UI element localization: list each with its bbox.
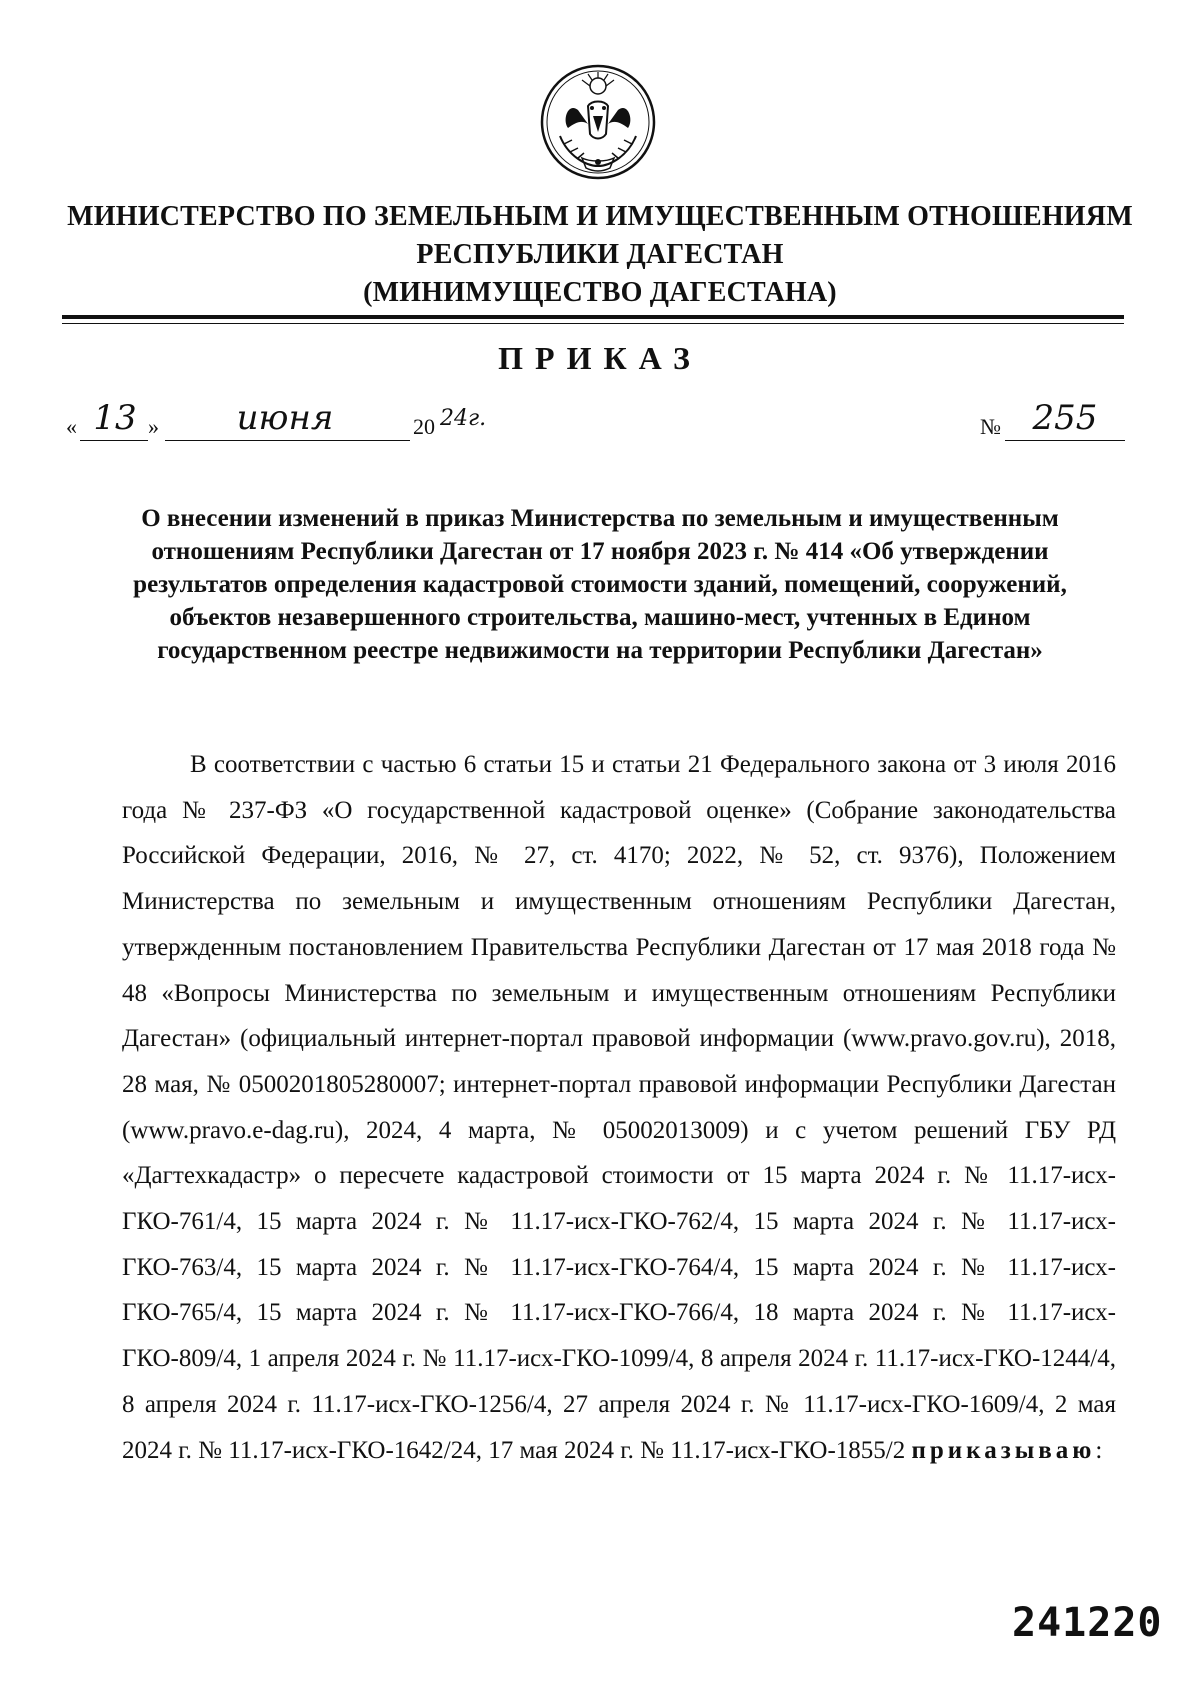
header-divider-thin [62,323,1124,324]
org-name-line-1: МИНИСТЕРСТВО ПО ЗЕМЕЛЬНЫМ И ИМУЩЕСТВЕННЫМ ОТНОШЕНИЯМ [67,201,1133,232]
document-number-sign: № [980,414,1001,439]
date-number-row [0,398,1200,444]
date-day-underline [80,440,148,441]
order-colon: : [1095,1436,1103,1464]
registration-stamp-number: 241220 [1012,1600,1163,1646]
date-quote-open: « [66,414,77,439]
order-word: приказываю [911,1436,1096,1464]
date-month-handwritten: июня [236,398,334,438]
order-body-paragraph [122,742,1116,1473]
org-name-line-2: РЕСПУБЛИКИ ДАГЕСТАН [416,239,784,270]
header-divider-thick [62,315,1124,319]
date-day-handwritten: 13 [93,398,137,438]
document-number-underline [1005,440,1125,441]
coat-of-arms-dagestan-icon [538,62,658,182]
document-type-title: ПРИКАЗ [498,340,702,376]
date-quote-close: » [148,414,159,439]
document-number-handwritten: 255 [1032,398,1098,438]
org-name-line-3: (МИНИМУЩЕСТВО ДАГЕСТАНА) [363,277,837,308]
date-month-underline [165,440,410,441]
order-body-text: В соответствии с частью 6 статьи 15 и статьи 21 Федерального закона от 3 июля 2016 года № 237-ФЗ «О государственной кадастровой оценке» (Собрание законодательства Российской Федерации, 2016, № 27, ст. 4170; 2022, № 52, ст. 9376), Положением Министерства по земельным и имущественным отношениям Республики Дагестан, утвержденным постановлением Правительства Республики Дагестан от 17 мая 2018 года № 48 «Вопросы Министерства по земельным и имущественным отношениям Республики Дагестан» (официальный интернет-портал правовой информации (www.pravo.gov.ru), 2018, 28 мая, № 0500201805280007; интернет-портал правовой информации Республики Дагестан (www.pravo.e-dag.ru), 2024, 4 марта, № 05002013009) и с учетом решений ГБУ РД «Дагтехкадастр» о пересчете кадастровой стоимости от 15 марта 2024 г. № 11.17-исх-ГКО-761/4, 15 марта 2024 г. № 11.17-исх-ГКО-762/4, 15 марта 2024 г. № 11.17-исх-ГКО-763/4, 15 марта 2024 г. № 11.17-исх-ГКО-764/4, 15 марта 2024 г. № 11.17-исх-ГКО-765/4, 15 марта 2024 г. № 11.17-исх-ГКО-766/4, 18 марта 2024 г. № 11.17-исх-ГКО-809/4, 1 апреля 2024 г. № 11.17-исх-ГКО-1099/4, 8 апреля 2024 г. 11.17-исх-ГКО-1244/4, 8 апреля 2024 г. 11.17-исх-ГКО-1256/4, 27 апреля 2024 г. № 11.17-исх-ГКО-1609/4, 2 мая 2024 г. № 11.17-исх-ГКО-1642/24, 17 мая 2024 г. № 11.17-исх-ГКО-1855/2 [122,751,1116,1464]
order-subject: О внесении изменений в приказ Министерства по земельным и имущественным отношениям Республики Дагестан от 17 ноября 2023 г. № 414 «Об утверждении результатов определения кадастровой стоимости зданий, помещений, сооружений, объектов незавершенного строительства, машино-мест, учтенных в Едином государственном реестре недвижимости на территории Республики Дагестан» [133,505,1067,664]
date-year-prefix: 20 [413,414,435,439]
date-year-handwritten: 24г. [440,406,487,431]
